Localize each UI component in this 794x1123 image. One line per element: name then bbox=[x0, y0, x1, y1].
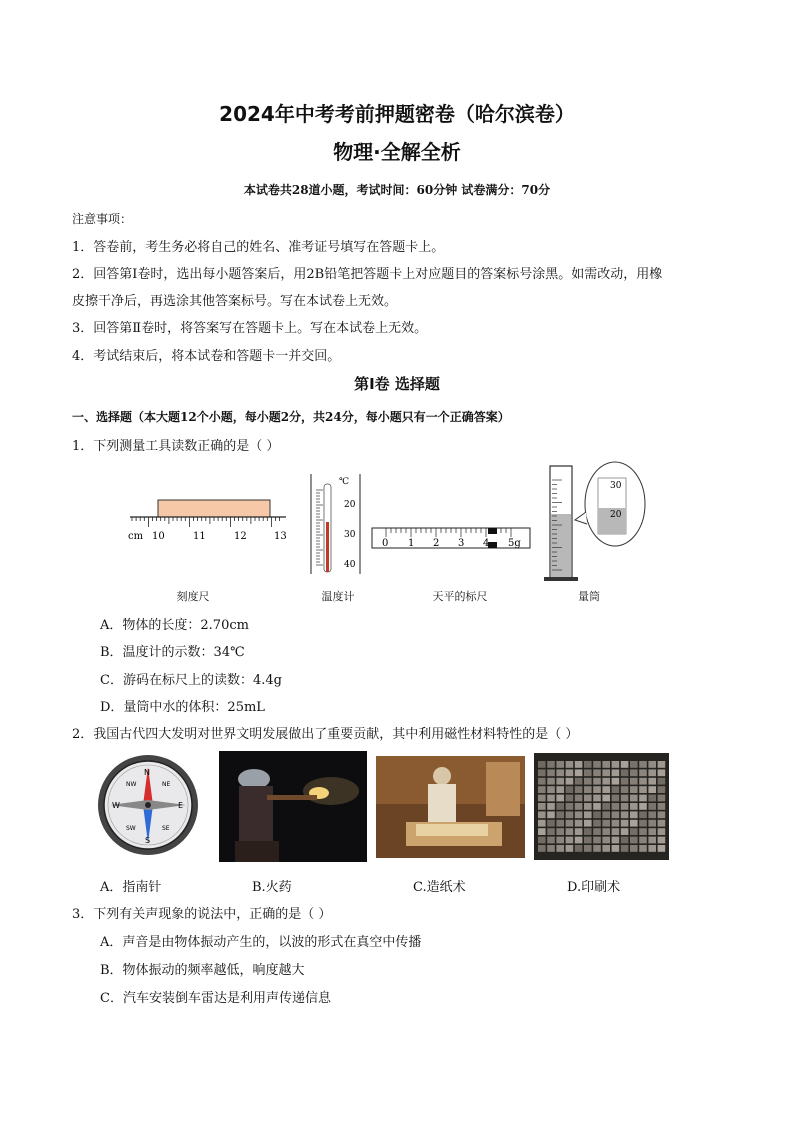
type-block bbox=[575, 778, 583, 785]
type-block bbox=[584, 837, 592, 844]
type-block bbox=[630, 761, 638, 768]
type-block bbox=[602, 845, 610, 852]
type-block bbox=[538, 769, 546, 776]
thermometer-unit: ℃ bbox=[339, 477, 350, 487]
type-block bbox=[538, 820, 546, 827]
section-title: 第Ⅰ卷 选择题 bbox=[354, 375, 440, 393]
type-block bbox=[538, 811, 546, 818]
type-block bbox=[639, 820, 647, 827]
notes-heading: 注意事项： bbox=[72, 212, 133, 226]
q2-option-d: D.印刷术 bbox=[567, 880, 621, 895]
type-block bbox=[658, 845, 666, 852]
type-block bbox=[566, 820, 574, 827]
q2-stem: 2．我国古代四大发明对世界文明发展做出了重要贡献，其中利用磁性材料特性的是（ ） bbox=[72, 727, 579, 742]
type-block bbox=[648, 828, 656, 835]
type-block bbox=[630, 820, 638, 827]
type-block bbox=[621, 820, 629, 827]
type-block bbox=[621, 845, 629, 852]
thermo-tick-label: 40 bbox=[344, 560, 356, 570]
type-block bbox=[612, 761, 620, 768]
q1-option-c: C．游码在标尺上的读数：4.4g bbox=[100, 673, 282, 688]
type-block bbox=[621, 769, 629, 776]
type-block bbox=[593, 795, 601, 802]
type-block bbox=[602, 811, 610, 818]
type-block bbox=[566, 845, 574, 852]
type-block bbox=[575, 837, 583, 844]
type-block bbox=[566, 828, 574, 835]
type-block bbox=[648, 837, 656, 844]
svg-text:S: S bbox=[145, 836, 151, 845]
type-block bbox=[602, 769, 610, 776]
q1-option-a: A．物体的长度：2.70cm bbox=[100, 618, 249, 633]
type-block bbox=[538, 828, 546, 835]
type-block bbox=[575, 795, 583, 802]
cylinder-figure bbox=[544, 462, 645, 581]
type-block bbox=[593, 786, 601, 793]
note-item-2: 2．回答第Ⅰ卷时，选出每小题答案后，用2B铅笔把答题卡上对应题目的答案标号涂黑。如需改动，用橡 bbox=[72, 267, 663, 282]
type-block bbox=[593, 845, 601, 852]
gunpowder-image bbox=[219, 751, 367, 862]
type-block bbox=[575, 820, 583, 827]
svg-text:NW: NW bbox=[126, 781, 137, 788]
type-block bbox=[556, 795, 564, 802]
svg-text:0: 0 bbox=[382, 538, 389, 549]
note-item-4: 4．考试结束后，将本试卷和答题卡一并交回。 bbox=[72, 349, 341, 364]
type-block bbox=[639, 795, 647, 802]
type-block bbox=[630, 778, 638, 785]
type-block bbox=[602, 795, 610, 802]
type-block bbox=[566, 837, 574, 844]
q3-stem: 3．下列有关声现象的说法中，正确的是（ ） bbox=[72, 907, 332, 922]
balance-rider bbox=[488, 528, 497, 534]
type-block bbox=[602, 761, 610, 768]
balance-caption: 天平的标尺 bbox=[432, 590, 488, 603]
type-block bbox=[556, 828, 564, 835]
type-block bbox=[584, 786, 592, 793]
type-block bbox=[630, 795, 638, 802]
type-block bbox=[593, 761, 601, 768]
type-block bbox=[566, 761, 574, 768]
type-block bbox=[538, 795, 546, 802]
type-block bbox=[593, 803, 601, 810]
type-block bbox=[547, 786, 555, 793]
type-block bbox=[630, 845, 638, 852]
type-block bbox=[612, 795, 620, 802]
type-block bbox=[612, 786, 620, 793]
type-block bbox=[630, 837, 638, 844]
papermaking-image bbox=[376, 756, 525, 858]
type-block bbox=[602, 803, 610, 810]
type-block bbox=[621, 795, 629, 802]
type-block bbox=[593, 828, 601, 835]
type-block bbox=[648, 761, 656, 768]
exam-subtitle: 物理·全解全析 bbox=[333, 140, 461, 164]
type-block bbox=[566, 803, 574, 810]
exam-meta: 本试卷共28道小题，考试时间：60分钟 试卷满分：70分 bbox=[243, 183, 551, 197]
q3-option-b: B．物体振动的频率越低，响度越大 bbox=[100, 963, 305, 978]
thermometer-figure bbox=[311, 474, 360, 574]
thermometer-liquid bbox=[326, 522, 329, 572]
type-block bbox=[556, 769, 564, 776]
type-block bbox=[648, 795, 656, 802]
type-block bbox=[575, 769, 583, 776]
type-block bbox=[584, 845, 592, 852]
type-block bbox=[584, 820, 592, 827]
q1-option-d: D．量筒中水的体积：25mL bbox=[100, 700, 265, 715]
type-block bbox=[593, 769, 601, 776]
svg-text:20: 20 bbox=[610, 510, 622, 520]
type-block bbox=[584, 778, 592, 785]
type-block bbox=[538, 803, 546, 810]
q2-option-b: B.火药 bbox=[252, 880, 292, 895]
svg-text:N: N bbox=[144, 768, 150, 777]
type-block bbox=[556, 778, 564, 785]
q1-stem: 1．下列测量工具读数正确的是（ ） bbox=[72, 439, 280, 454]
q2-option-c: C.造纸术 bbox=[413, 880, 466, 895]
type-block bbox=[658, 811, 666, 818]
type-block bbox=[630, 786, 638, 793]
q3-option-c: C．汽车安装倒车雷达是利用声传递信息 bbox=[100, 991, 331, 1006]
type-block bbox=[630, 828, 638, 835]
type-block bbox=[556, 820, 564, 827]
type-block bbox=[621, 778, 629, 785]
type-block bbox=[639, 786, 647, 793]
type-block bbox=[658, 803, 666, 810]
type-block bbox=[630, 811, 638, 818]
part-heading: 一、选择题（本大题12个小题，每小题2分，共24分，每小题只有一个正确答案） bbox=[72, 410, 510, 424]
type-block bbox=[612, 845, 620, 852]
type-block bbox=[547, 795, 555, 802]
type-block bbox=[584, 795, 592, 802]
type-block bbox=[621, 761, 629, 768]
svg-text:5g: 5g bbox=[508, 538, 521, 549]
type-block bbox=[584, 761, 592, 768]
note-item-3: 3．回答第Ⅱ卷时，将答案写在答题卡上。写在本试卷上无效。 bbox=[72, 321, 428, 336]
type-block bbox=[575, 828, 583, 835]
svg-text:SW: SW bbox=[126, 825, 136, 832]
type-block bbox=[566, 811, 574, 818]
type-block bbox=[547, 769, 555, 776]
thermometer-caption: 温度计 bbox=[321, 590, 355, 603]
type-block bbox=[648, 778, 656, 785]
type-block bbox=[584, 769, 592, 776]
note-item-1: 1．答卷前，考生务必将自己的姓名、准考证号填写在答题卡上。 bbox=[72, 240, 445, 255]
type-block bbox=[556, 761, 564, 768]
type-block bbox=[621, 828, 629, 835]
type-block bbox=[658, 820, 666, 827]
type-block bbox=[556, 837, 564, 844]
type-block bbox=[658, 769, 666, 776]
compass-image bbox=[96, 753, 200, 857]
type-block bbox=[648, 845, 656, 852]
ruler-caption: 刻度尺 bbox=[176, 590, 210, 603]
ruler-object bbox=[158, 500, 270, 517]
type-block bbox=[556, 811, 564, 818]
svg-text:2: 2 bbox=[433, 538, 440, 549]
type-block bbox=[556, 803, 564, 810]
type-block bbox=[602, 778, 610, 785]
type-block bbox=[547, 837, 555, 844]
type-block bbox=[630, 769, 638, 776]
type-block bbox=[639, 828, 647, 835]
type-block bbox=[639, 803, 647, 810]
svg-text:W: W bbox=[112, 801, 120, 810]
type-block bbox=[593, 837, 601, 844]
ruler-unit: cm bbox=[128, 531, 144, 542]
type-block bbox=[566, 778, 574, 785]
type-block bbox=[538, 761, 546, 768]
type-block bbox=[584, 803, 592, 810]
type-block bbox=[593, 811, 601, 818]
type-block bbox=[575, 803, 583, 810]
ruler-tick-label: 12 bbox=[234, 531, 247, 542]
type-block bbox=[658, 795, 666, 802]
type-block bbox=[575, 845, 583, 852]
ruler-tick-label: 11 bbox=[193, 531, 206, 542]
type-block bbox=[566, 786, 574, 793]
type-block bbox=[584, 828, 592, 835]
q1-option-b: B．温度计的示数：34℃ bbox=[100, 645, 245, 660]
type-block bbox=[648, 820, 656, 827]
svg-text:4: 4 bbox=[483, 538, 490, 549]
svg-text:NE: NE bbox=[162, 781, 171, 788]
type-block bbox=[575, 811, 583, 818]
type-block bbox=[575, 761, 583, 768]
type-block bbox=[658, 786, 666, 793]
type-block bbox=[602, 820, 610, 827]
type-block bbox=[639, 761, 647, 768]
type-block bbox=[621, 786, 629, 793]
type-block bbox=[639, 811, 647, 818]
type-block bbox=[630, 803, 638, 810]
svg-text:SE: SE bbox=[162, 825, 170, 832]
type-block bbox=[621, 837, 629, 844]
type-block bbox=[612, 778, 620, 785]
type-block bbox=[547, 811, 555, 818]
svg-text:3: 3 bbox=[458, 538, 465, 549]
svg-text:E: E bbox=[178, 801, 184, 810]
type-block bbox=[621, 803, 629, 810]
type-block bbox=[658, 761, 666, 768]
type-block bbox=[612, 837, 620, 844]
ruler-figure bbox=[128, 500, 287, 542]
type-block bbox=[538, 778, 546, 785]
cylinder-caption: 量筒 bbox=[578, 590, 600, 603]
cylinder-water bbox=[551, 514, 571, 577]
type-block bbox=[547, 820, 555, 827]
ruler-tick-label: 10 bbox=[152, 531, 165, 542]
note-item-2-cont: 皮擦干净后，再选涂其他答案标号。写在本试卷上无效。 bbox=[72, 294, 398, 309]
type-block bbox=[584, 811, 592, 818]
type-block bbox=[556, 786, 564, 793]
type-block bbox=[612, 820, 620, 827]
type-block bbox=[612, 803, 620, 810]
type-block bbox=[547, 845, 555, 852]
type-block bbox=[575, 786, 583, 793]
svg-text:30: 30 bbox=[610, 481, 622, 491]
type-block bbox=[658, 778, 666, 785]
type-block bbox=[593, 820, 601, 827]
q2-option-a: A．指南针 bbox=[100, 880, 162, 895]
type-block bbox=[648, 803, 656, 810]
type-block bbox=[639, 778, 647, 785]
type-block bbox=[547, 761, 555, 768]
type-block bbox=[648, 769, 656, 776]
ruler-tick-label: 13 bbox=[274, 531, 287, 542]
type-block bbox=[648, 811, 656, 818]
type-block bbox=[602, 786, 610, 793]
type-block bbox=[538, 837, 546, 844]
type-block bbox=[538, 845, 546, 852]
printing-image bbox=[534, 753, 669, 860]
type-block bbox=[566, 795, 574, 802]
type-block bbox=[602, 837, 610, 844]
svg-text:1: 1 bbox=[408, 538, 415, 549]
thermo-tick-label: 30 bbox=[344, 530, 356, 540]
type-block bbox=[547, 828, 555, 835]
type-block bbox=[547, 803, 555, 810]
balance-figure bbox=[372, 528, 530, 549]
type-block bbox=[639, 769, 647, 776]
type-block bbox=[658, 837, 666, 844]
type-block bbox=[612, 828, 620, 835]
q3-option-a: A．声音是由物体振动产生的，以波的形式在真空中传播 bbox=[100, 935, 422, 950]
q1-figure bbox=[120, 460, 660, 608]
type-block bbox=[538, 786, 546, 793]
type-block bbox=[658, 828, 666, 835]
type-block bbox=[602, 828, 610, 835]
type-block bbox=[648, 786, 656, 793]
exam-title: 2024年中考考前押题密卷（哈尔滨卷） bbox=[219, 102, 575, 126]
type-block bbox=[547, 778, 555, 785]
type-block bbox=[566, 769, 574, 776]
thermo-tick-label: 20 bbox=[344, 500, 356, 510]
type-block bbox=[621, 811, 629, 818]
type-block bbox=[639, 837, 647, 844]
type-block bbox=[612, 769, 620, 776]
type-block bbox=[593, 778, 601, 785]
type-block bbox=[612, 811, 620, 818]
type-block bbox=[639, 845, 647, 852]
type-block bbox=[556, 845, 564, 852]
